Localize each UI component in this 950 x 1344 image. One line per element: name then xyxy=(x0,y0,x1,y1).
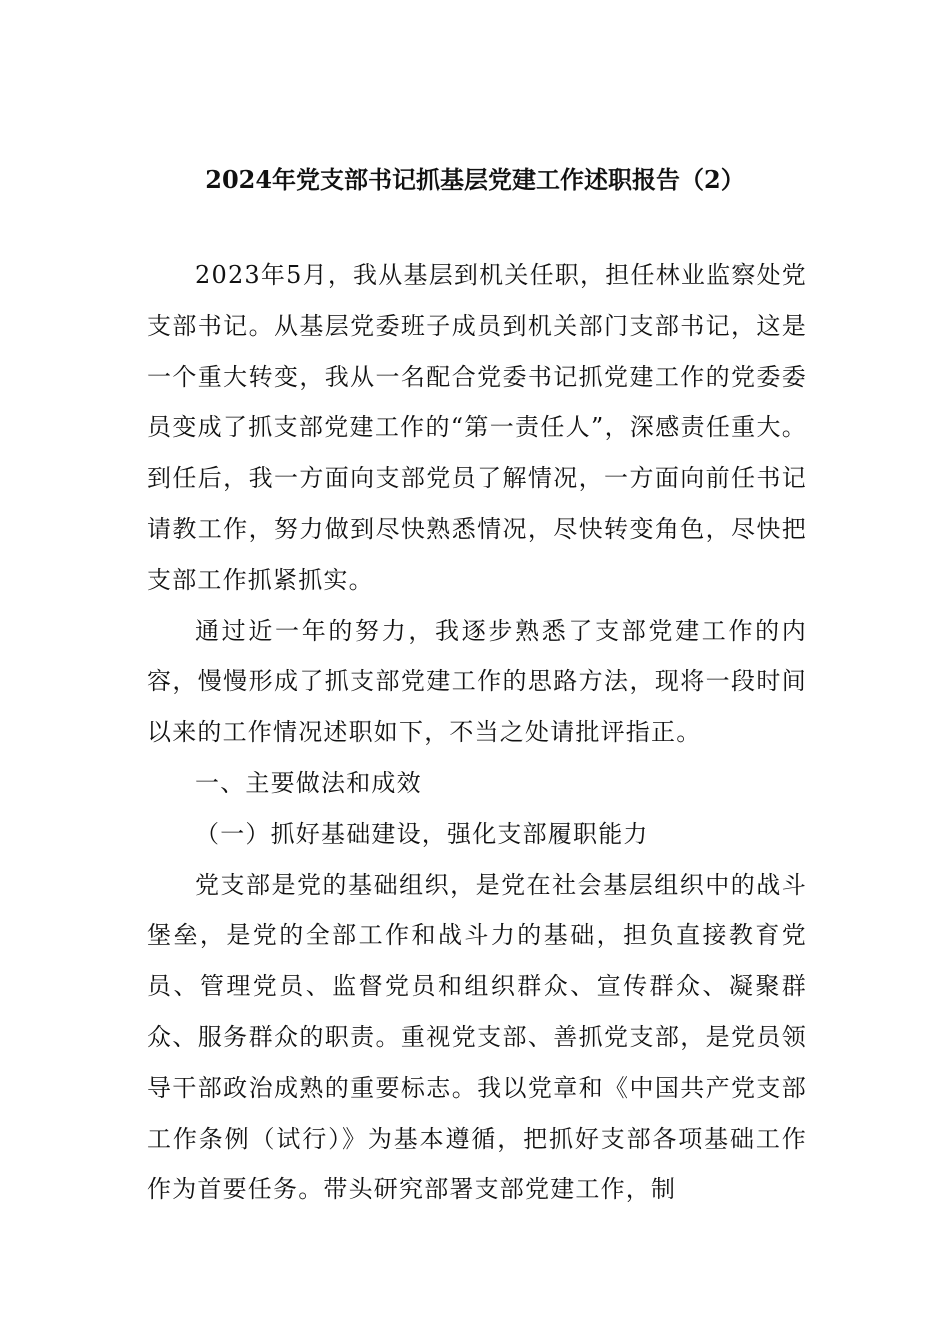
section-heading: 一、主要做法和成效 xyxy=(195,768,422,797)
paragraph-summary: 通过近一年的努力，我逐步熟悉了支部党建工作的内容，慢慢形成了抓支部党建工作的思路方法，现将一段时间以来的工作情况述职如下，不当之处请批评指正。 xyxy=(147,616,807,747)
paragraph-intro: 2023年5月，我从基层到机关任职，担任林业监察处党支部书记。从基层党委班子成员到机关部门支部书记，这是一个重大转变，我从一名配合党委书记抓党建工作的党委委员变成了抓支部党建工作的“第一责任人”，深感责任重大。到任后，我一方面向支部党员了解情况，一方面向前任书记请教工作，努力做到尽快熟悉情况，尽快转变角色，尽快把支部工作抓紧抓实。 xyxy=(147,261,807,594)
paragraph-section-body: 党支部是党的基础组织，是党在社会基层组织中的战斗堡垒，是党的全部工作和战斗力的基础，担负直接教育党员、管理党员、监督党员和组织群众、宣传群众、凝聚群众、服务群众的职责。重视党支部、善抓党支部，是党员领导干部政治成熟的重要标志。我以党章和《中国共产党支部工作条例（试行）》为基本遵循，把抓好支部各项基础工作作为首要任务。带头研究部署支部党建工作，制 xyxy=(147,870,807,1204)
document-title: 2024年党支部书记抓基层党建工作述职报告（2） xyxy=(205,165,745,194)
document-body xyxy=(147,250,807,1215)
subsection-heading: （一）抓好基础建设，强化支部履职能力 xyxy=(195,819,649,848)
